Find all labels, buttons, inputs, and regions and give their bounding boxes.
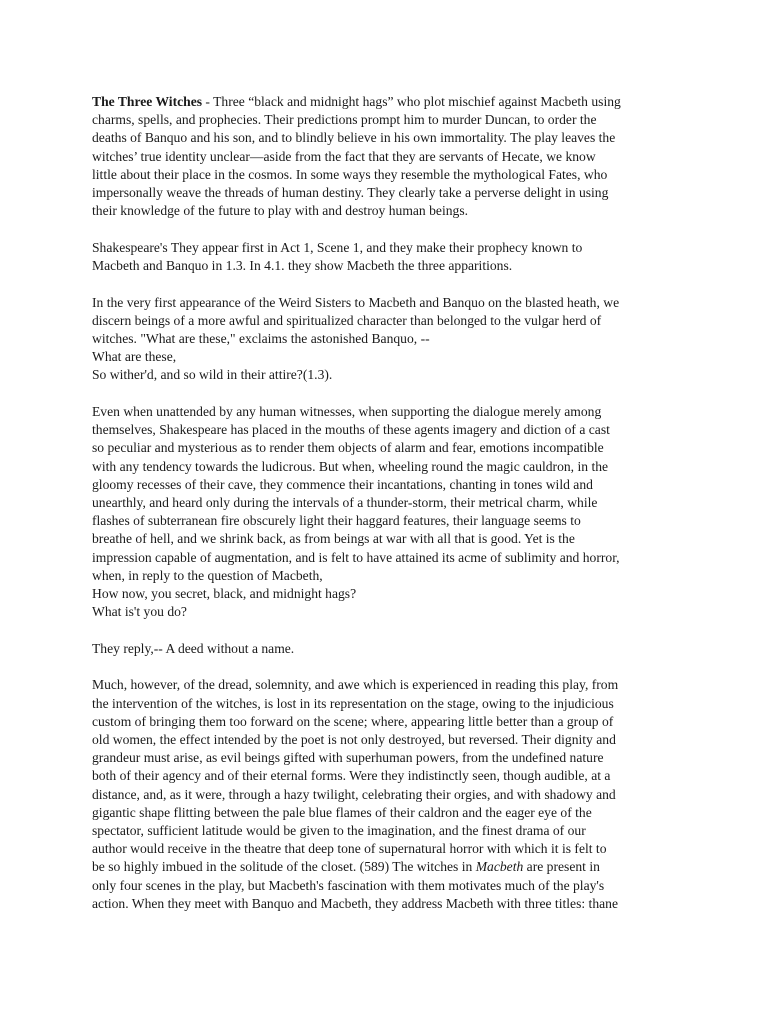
text-line: little about their place in the cosmos. In some ways they resemble the mythological Fates, who — [92, 166, 608, 182]
text-line: with any tendency towards the ludicrous. But when, wheeling round the magic cauldron, in the — [92, 458, 609, 474]
quote-line: How now, you secret, black, and midnight hags? — [92, 586, 357, 602]
text-line: both of their agency and of their eternal forms. Were they indistinctly seen, though audible, at a — [92, 768, 611, 784]
text-line: themselves, Shakespeare has placed in the mouths of these agents imagery and diction of a cast — [92, 422, 610, 438]
paragraph-weird-sisters — [92, 294, 728, 385]
text-line: when, in reply to the question of Macbeth, — [92, 567, 323, 583]
paragraph-first-appearance — [92, 239, 728, 275]
quote-line: What are these, — [92, 349, 177, 365]
text-line: Shakespeare's They appear first in Act 1, Scene 1, and they make their prophecy known to — [92, 239, 583, 255]
text-line: gloomy recesses of their cave, they commence their incantations, chanting in tones wild and — [92, 476, 593, 492]
text-line: so peculiar and mysterious as to render them objects of alarm and fear, emotions incompatible — [92, 440, 604, 456]
text-line: Macbeth and Banquo in 1.3. In 4.1. they show Macbeth the three apparitions. — [92, 258, 513, 274]
text-line: breathe of hell, and we shrink back, as from beings at war with all that is good. Yet is the — [92, 531, 575, 547]
quote-line: So wither'd, and so wild in their attire?(1.3). — [92, 367, 333, 383]
text-line: distance, and, as it were, through a hazy twilight, celebrating their orgies, and with shadowy and — [92, 786, 616, 802]
play-title-macbeth: Macbeth — [475, 859, 524, 875]
text-line: impression capable of augmentation, and is felt to have attained its acme of sublimity and horror, — [92, 549, 620, 565]
text-line: discern beings of a more awful and spiritualized character than belonged to the vulgar herd of — [92, 312, 602, 328]
text-line: deaths of Banquo and his son, and to blindly believe in his own immortality. The play leaves the — [92, 130, 616, 146]
paragraph-three-witches — [92, 93, 728, 220]
text-line: flashes of subterranean fire obscurely light their haggard features, their language seems to — [92, 513, 581, 529]
paragraph-unattended — [92, 403, 728, 621]
text-line: the intervention of the witches, is lost in its representation on the stage, owing to the injudicious — [92, 695, 614, 711]
text-line: action. When they meet with Banquo and Macbeth, they address Macbeth with three titles: thane — [92, 895, 618, 911]
paragraph-dread-solemnity — [92, 676, 728, 913]
text-line: impersonally weave the threads of human destiny. They clearly take a perverse delight in using — [92, 185, 609, 201]
text-line: The Three Witches - Three “black and midnight hags” who plot mischief against Macbeth using — [92, 94, 621, 109]
text-line: unearthly, and heard only during the intervals of a thunder-storm, their metrical charm, while — [92, 495, 598, 511]
text-line: custom of bringing them too forward on the scene; where, appearing little better than a group of — [92, 713, 614, 729]
text-line: They reply,-- A deed without a name. — [92, 640, 295, 656]
text-line: spectator, sufficient latitude would be given to the imagination, and the finest drama of our — [92, 823, 586, 839]
quote-line: What is't you do? — [92, 604, 187, 620]
heading-three-witches: The Three Witches — [92, 94, 203, 109]
text-line: author would receive in the theatre that deep tone of supernatural horror with which it is felt to — [92, 841, 607, 857]
text-line: witches. "What are these," exclaims the astonished Banquo, -- — [92, 331, 430, 347]
text-line: grandeur must arise, as evil beings gifted with superhuman powers, from the undefined nature — [92, 750, 604, 766]
text-line: old women, the effect intended by the poet is not only destroyed, but reversed. Their dignity and — [92, 732, 616, 748]
text-line: Much, however, of the dread, solemnity, and awe which is experienced in reading this play, from — [92, 677, 619, 693]
text-line: In the very first appearance of the Weird Sisters to Macbeth and Banquo on the blasted heath, we — [92, 294, 620, 310]
text-line: witches’ true identity unclear—aside from the fact that they are servants of Hecate, we know — [92, 148, 596, 164]
text-line: only four scenes in the play, but Macbeth's fascination with them motivates much of the play's — [92, 877, 605, 893]
paragraph-reply — [92, 640, 728, 658]
text-line: gigantic shape flitting between the pale blue flames of their caldron and the eager eye of the — [92, 804, 592, 820]
text-line: be so highly imbued in the solitude of the closet. (589) The witches in Macbeth are present in — [92, 859, 600, 875]
text-line: their knowledge of the future to play with and destroy human beings. — [92, 203, 469, 219]
text-line: charms, spells, and prophecies. Their predictions prompt him to murder Duncan, to order the — [92, 112, 597, 128]
text-line: Even when unattended by any human witnesses, when supporting the dialogue merely among — [92, 404, 602, 420]
